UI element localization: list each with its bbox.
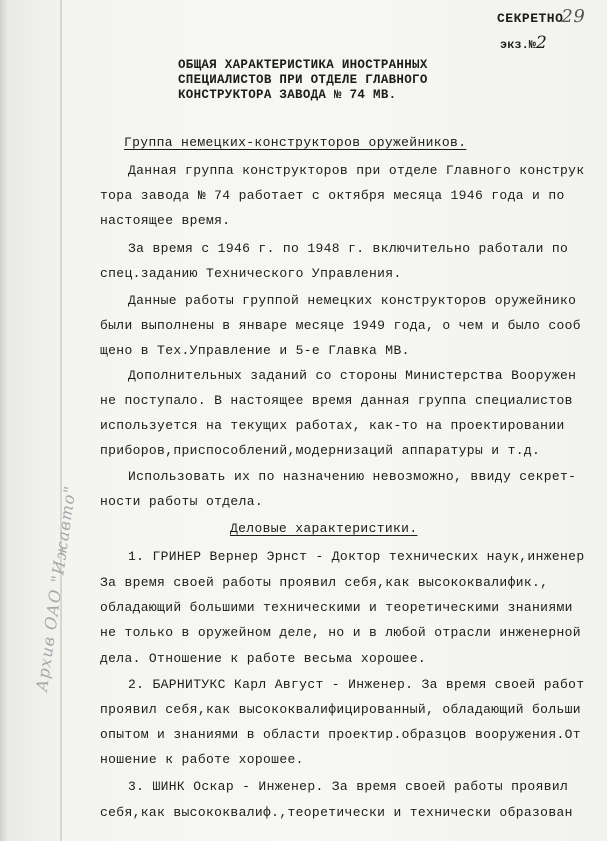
title-line: СПЕЦИАЛИСТОВ ПРИ ОТДЕЛЕ ГЛАВНОГО	[178, 73, 428, 87]
copy-number	[500, 33, 547, 53]
specialist-line: проявил себя,как высококвалифицированный, обладающий больши	[100, 702, 581, 717]
copy-number-value: 2	[536, 33, 547, 53]
specialist-line: опытом и знаниями в области проектир.образцов вооружения.От	[100, 727, 581, 742]
body-line: тора завода № 74 работает с октября месяца 1946 года и по	[100, 188, 565, 203]
title-line: ОБЩАЯ ХАРАКТЕРИСТИКА ИНОСТРАННЫХ	[178, 58, 428, 72]
secret-stamp	[497, 6, 585, 27]
secret-label: СЕКРЕТНО	[497, 11, 564, 26]
body-line: За время с 1946 г. по 1948 г. включительно работали по	[128, 241, 569, 256]
specialist-line: ношение к работе хорошее.	[100, 752, 304, 767]
specialist-line: себя,как высококвалиф.,теоретически и технически образован	[100, 805, 573, 820]
archive-stamp: Архив ОАО "Ижавто"	[32, 483, 80, 693]
body-line: приборов,приспособлений,модернизаций аппаратуры и т.д.	[100, 443, 541, 458]
group-heading: Группа немецких-конструкторов оружейников.	[124, 135, 467, 150]
specialist-line: 1. ГРИНЕР Вернер Эрнст - Доктор технических наук,инженер	[128, 549, 585, 564]
body-line: используется на текущих работах, как-то на проектировании	[100, 418, 565, 433]
body-line: Дополнительных заданий со стороны Министерства Вооружен	[128, 368, 577, 383]
body-line: Данная группа конструкторов при отделе Главного конструк	[128, 163, 585, 178]
body-line: Данные работы группой немецких конструкторов оружейнико	[128, 293, 577, 308]
specialist-line: дела. Отношение к работе весьма хорошее.	[100, 651, 427, 666]
page-edge-shadow	[0, 0, 8, 841]
business-heading: Деловые характеристики.	[230, 521, 418, 536]
document-title	[178, 58, 498, 103]
body-line: не поступало. В настоящее время данная группа специалистов	[100, 393, 573, 408]
body-line: щено в Тех.Управление и 5-е Главка МВ.	[100, 343, 410, 358]
title-line: КОНСТРУКТОРА ЗАВОДА № 74 МВ.	[178, 88, 397, 102]
copy-label: экз.№	[500, 38, 537, 52]
body-line: ности работы отдела.	[100, 494, 264, 509]
body-line: были выполнены в январе месяце 1949 года, о чем и было сооб	[100, 318, 581, 333]
binding-line	[60, 0, 62, 841]
body-line: настоящее время.	[100, 213, 231, 228]
specialist-line: 3. ШИНК Оскар - Инженер. За время своей работы проявил	[128, 779, 569, 794]
specialist-line: 2. БАРНИТУКС Карл Август - Инженер. За время своей работ	[128, 677, 585, 692]
specialist-line: обладающий большими техническими и теоретическими знаниями	[100, 600, 573, 615]
specialist-line: не только в оружейном деле, но и в любой отрасли инженерной	[100, 625, 581, 640]
body-line: Использовать их по назначению невозможно, ввиду секрет-	[128, 469, 577, 484]
body-line: спец.заданию Технического Управления.	[100, 266, 402, 281]
page-number: 29	[561, 6, 586, 27]
specialist-line: За время своей работы проявил себя,как высококвалифик.,	[100, 575, 549, 590]
